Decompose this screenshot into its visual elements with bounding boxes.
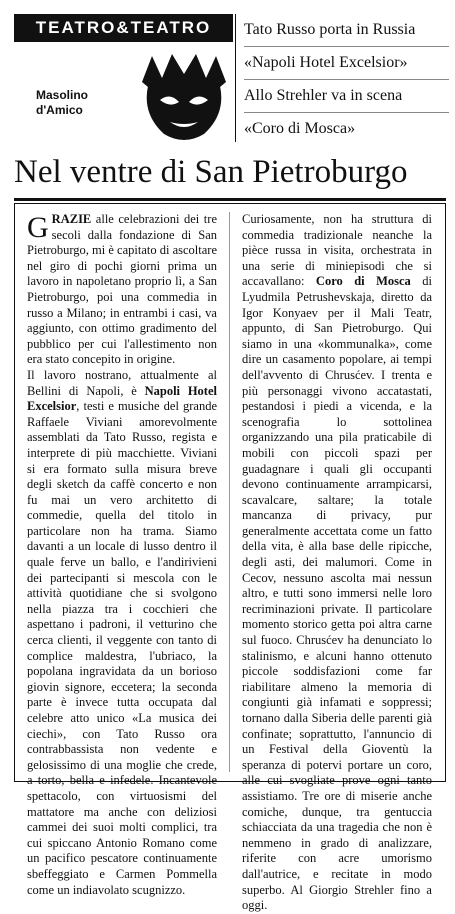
subtitle-list bbox=[244, 14, 449, 145]
article-title: Nel ventre di San Pietroburgo bbox=[14, 154, 408, 190]
show-title: Coro di Mosca bbox=[315, 274, 411, 289]
paragraph-text: alle celebrazioni dei tre secoli dalla fondazione di San Pietroburgo, mi è capitato di ascoltare nel giro di pochi giorni prima un lavoro in napoletano proprio lì, a San Pietroburgo, poi una commedia in russo a Milano; in entrambi i casi, va aggiunto, con ottimo gradimento del pubblico per cui l'allestimento non era stato concepito in origine. bbox=[27, 212, 217, 367]
author-name: Masolino d'Amico bbox=[36, 88, 89, 117]
subtitle-line: «Napoli Hotel Excelsior» bbox=[244, 47, 449, 80]
paragraph bbox=[27, 212, 217, 368]
lead-word: RAZIE bbox=[51, 212, 92, 226]
paragraph bbox=[242, 212, 432, 914]
paragraph-text: Curiosamente, non ha struttura di commedia tradizionale neanche la pièce russa in visita, orchestrata in una serie di miniepisodi che si accavallano: bbox=[242, 212, 432, 289]
column-divider bbox=[229, 212, 230, 772]
show-title: Napoli Hotel Excelsior bbox=[27, 383, 217, 414]
column-header bbox=[14, 14, 446, 142]
title-rule bbox=[14, 198, 446, 201]
drop-cap: G bbox=[27, 211, 49, 244]
theater-mask-icon bbox=[134, 52, 234, 144]
paragraph bbox=[27, 368, 217, 898]
subtitle-line: «Coro di Mosca» bbox=[244, 120, 356, 137]
subtitle-line: Allo Strehler va in scena bbox=[244, 80, 449, 113]
article-column-2 bbox=[242, 212, 432, 914]
paragraph-text: , testi e musiche del grande Raffaele Viviani amorevolmente assemblati da Tato Russo, regista e interprete di più macchiette. Viviani si era formato sulla misura breve degli sketch da caffè concerto e non fu mai un vero architetto di commedie, quella del titolo in particolare non ha trama. Siamo davanti a un locale di lusso dentro il quale ferve un ballo, e l'andirivieni dei partecipanti si mescola con le attività quotidiane che si svolgono nella piazza tra i cocchieri che aspettano i padroni, il vetturino che cerca clienti, il veggente con tanto di complice maldestra, l'ubriaco, la popolana ingravidata da un borioso giovin signore, eccetera; la seconda parte è invece tutta occupata dal celebre atto unico «La musica dei ciechi», con Tato Russo ora contrabbassista non vedente e gelosissimo di una moglie che crede, a torto, bella e infedele. Incantevole spettacolo, con virtuosismi del mattatore ma anche con deliziosi cammei dei suoi molti complici, tra cui spiccano Antonio Romano come un pacifico pescatore continuamente sbeffeggiato e Carmen Pommella come un indiavolato scugnizzo. bbox=[27, 399, 217, 897]
paragraph-text: Il lavoro nostrano, attualmente al Bellini di Napoli, è bbox=[27, 367, 217, 398]
section-banner: TEATRO&TEATRO bbox=[14, 14, 233, 42]
header-divider bbox=[235, 14, 236, 142]
subtitle-line: Tato Russo porta in Russia bbox=[244, 14, 449, 47]
article-column-1 bbox=[27, 212, 217, 898]
paragraph-text: di Lyudmila Petrushevskaja, diretto da Igor Konyaev per il Mali Teatr, appunto, di San Pietroburgo. Qui siamo in una «kommunalka», come dire un casamento popolare, ai tempi dell'avvento di Chrusćev. I trenta e più personaggi vivono accatastati, pestandosi i piedi a vicenda, e la scenografia lo sottolinea organizzando una pila praticabile di mobili con piccoli spazi per guadagnare i quali gli occupanti devono continuamente arrampicarsi, scavalcare, saltare; la totale mancanza di privacy, pur generalmente accettata come un fatto della vita, è alla base delle ripicche, degli asti, dei malumori. Come in Cecov, nessuno ascolta mai nessun altro, e tutti sono immersi nelle loro recriminazioni private. Il particolare momento storico getta poi altra carne sul fuoco. Chrusćev ha denunciato lo stalinismo, e alcuni hanno ottenuto piccole soddisfazioni come far riabilitare almeno la memoria di congiunti già infamati e soppressi; tornano dalla Siberia delle parenti già confinate; soprattutto, l'annuncio di un Festival della Gioventù la speranza di potervi portare un coro, alle cui svogliate prove ogni tanto assistiamo. Tre ore di miserie anche comiche, dunque, tra gentuccia schiacciata da una tragedia che non è nemmeno in grado di analizzare, riferite con acre umorismo dall'autrice, e recitate in modo superbo. Al Giorgio Strehler fino a oggi. bbox=[242, 274, 432, 913]
